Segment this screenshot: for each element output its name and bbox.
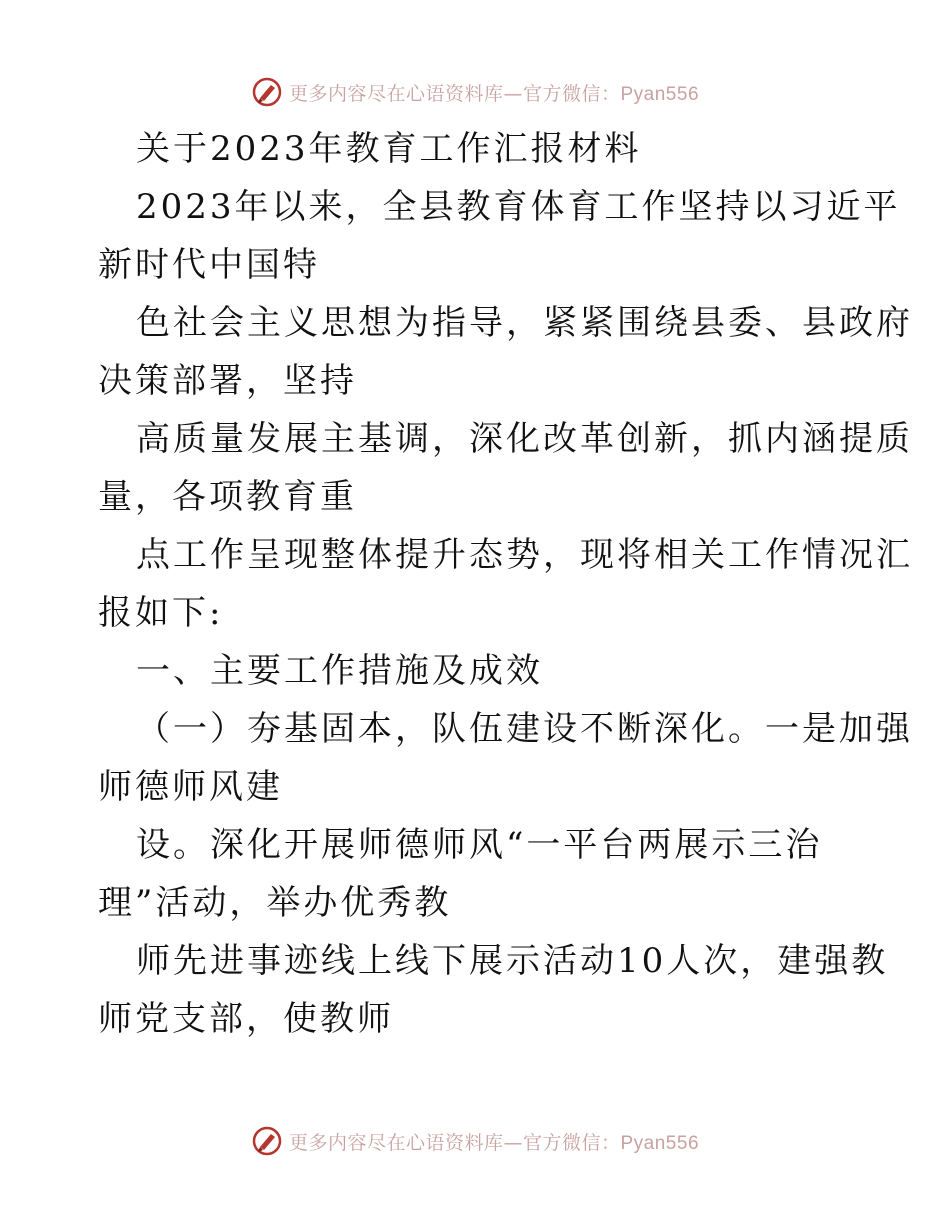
watermark-text: 更多内容尽在心语资料库—官方微信：Pyan556 [288,1131,700,1154]
paragraph-line: 量，各项教育重 [98,477,357,517]
pen-logo-icon [251,76,283,108]
watermark-footer [0,1121,950,1161]
paragraph-line: 师德师风建 [98,767,283,807]
paragraph-line: 设。深化开展师德师风“一平台两展示三治 [136,825,823,865]
pen-logo-icon [251,1125,283,1157]
subsection-heading: （一）夯基固本，队伍建设不断深化。一是加强 [136,709,913,749]
paragraph-line: 色社会主义思想为指导，紧紧围绕县委、县政府 [136,303,913,343]
document-body [98,120,913,1048]
paragraph-line: 新时代中国特 [98,245,320,285]
paragraph-line: 决策部署，坚持 [98,361,357,401]
paragraph-line: 师先进事迹线上线下展示活动10人次，建强教 [136,941,889,981]
watermark-text: 更多内容尽在心语资料库—官方微信：Pyan556 [288,82,700,105]
paragraph-line: 师党支部，使教师 [98,999,394,1039]
paragraph-line: 2023年以来，全县教育体育工作坚持以习近平 [136,187,901,227]
section-heading: 一、主要工作措施及成效 [136,651,543,691]
paragraph-line: 报如下: [98,593,224,633]
paragraph-line: 点工作呈现整体提升态势，现将相关工作情况汇 [136,535,913,575]
document-title: 关于2023年教育工作汇报材料 [136,129,642,169]
watermark-header [0,72,950,112]
paragraph-line: 高质量发展主基调，深化改革创新，抓内涵提质 [136,419,913,459]
paragraph-line: 理”活动，举办优秀教 [98,883,452,923]
